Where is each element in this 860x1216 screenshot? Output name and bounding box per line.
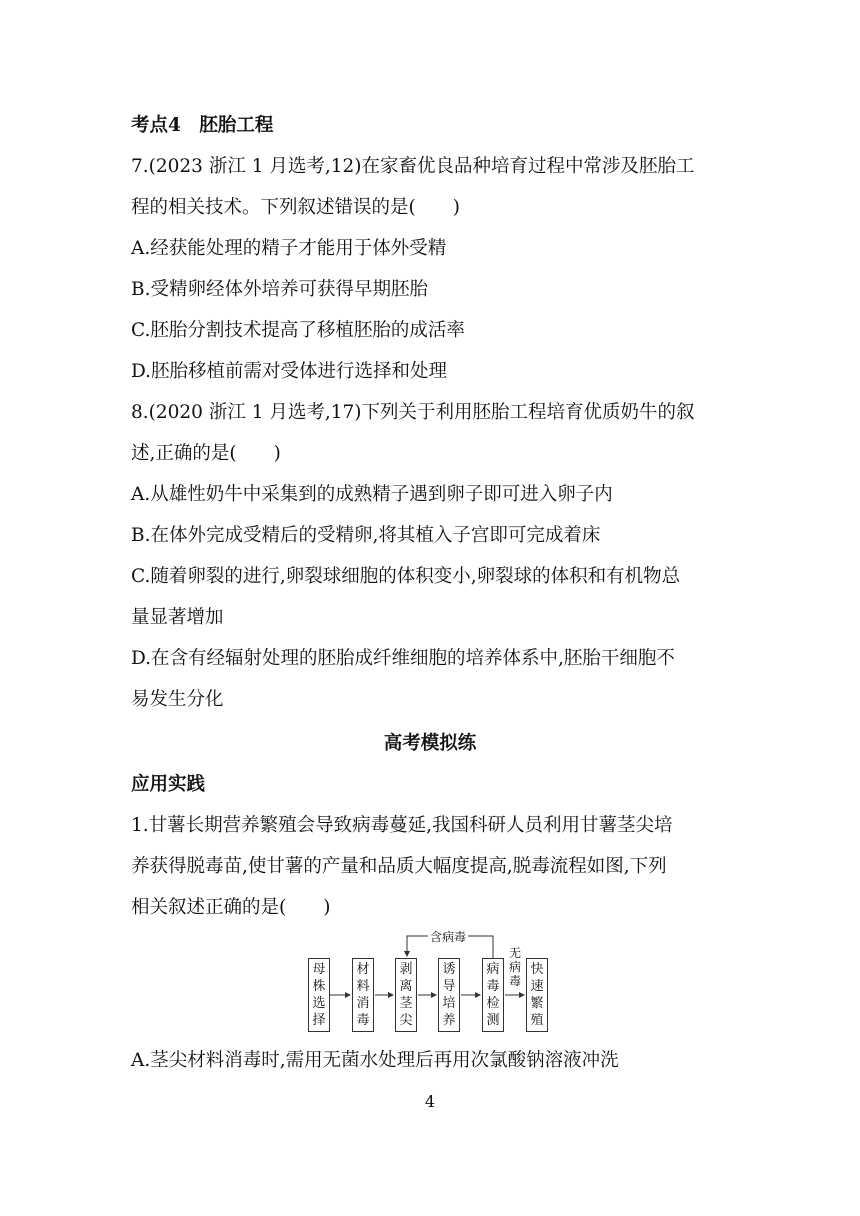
q1-stem-line2: 养获得脱毒苗,使甘薯的产量和品质大幅度提高,脱毒流程如图,下列 (131, 856, 667, 877)
flow-step-stem-tip-stripping: 剥 离 茎 尖 (395, 958, 417, 1032)
mock-exam-heading: 高考模拟练 (383, 733, 477, 754)
flow-step-material-disinfection: 材 料 消 毒 (352, 958, 374, 1032)
page-number: 4 (424, 1092, 436, 1111)
practice-subheading: 应用实践 (131, 774, 206, 795)
q7-option-b: B.受精卵经体外培养可获得早期胚胎 (131, 279, 428, 300)
detox-flow-diagram (300, 930, 560, 1040)
q1-stem-line1: 1.甘薯长期营养繁殖会导致病毒蔓延,我国科研人员利用甘薯茎尖培 (131, 815, 673, 836)
q7-option-a: A.经获能处理的精子才能用于体外受精 (131, 238, 447, 259)
section-title: 考点4 胚胎工程 (131, 115, 274, 136)
q1-stem-line3: 相关叙述正确的是( ) (131, 897, 331, 918)
q7-option-c: C.胚胎分割技术提高了移植胚胎的成活率 (131, 320, 465, 341)
flow-step-induction-culture: 诱 导 培 养 (438, 958, 460, 1032)
q7-stem-line1: 7.(2023 浙江 1 月选考,12)在家畜优良品种培育过程中常涉及胚胎工 (131, 156, 695, 177)
q8-option-d-line1: D.在含有经辐射处理的胚胎成纤维细胞的培养体系中,胚胎干细胞不 (131, 648, 675, 669)
q7-stem-line2: 程的相关技术。下列叙述错误的是( ) (131, 197, 460, 218)
flow-step-mother-plant-selection: 母 株 选 择 (308, 958, 330, 1032)
q8-option-c-line2: 量显著增加 (131, 607, 224, 628)
flow-step-virus-detection: 病 毒 检 测 (482, 958, 504, 1032)
q1-option-a: A.茎尖材料消毒时,需用无菌水处理后再用次氯酸钠溶液冲洗 (131, 1050, 619, 1071)
q8-stem-line2: 述,正确的是( ) (131, 443, 281, 464)
pass-label: 无 病 毒 (508, 946, 521, 988)
loop-label: 含病毒 (430, 930, 467, 944)
q7-option-d: D.胚胎移植前需对受体进行选择和处理 (131, 361, 448, 382)
q8-stem-line1: 8.(2020 浙江 1 月选考,17)下列关于利用胚胎工程培育优质奶牛的叙 (131, 402, 695, 423)
q8-option-a: A.从雄性奶牛中采集到的成熟精子遇到卵子即可进入卵子内 (131, 484, 613, 505)
q8-option-d-line2: 易发生分化 (131, 689, 224, 710)
flow-step-rapid-propagation: 快 速 繁 殖 (526, 958, 548, 1032)
q8-option-b: B.在体外完成受精后的受精卵,将其植入子宫即可完成着床 (131, 525, 601, 546)
q8-option-c-line1: C.随着卵裂的进行,卵裂球细胞的体积变小,卵裂球的体积和有机物总 (131, 566, 681, 587)
